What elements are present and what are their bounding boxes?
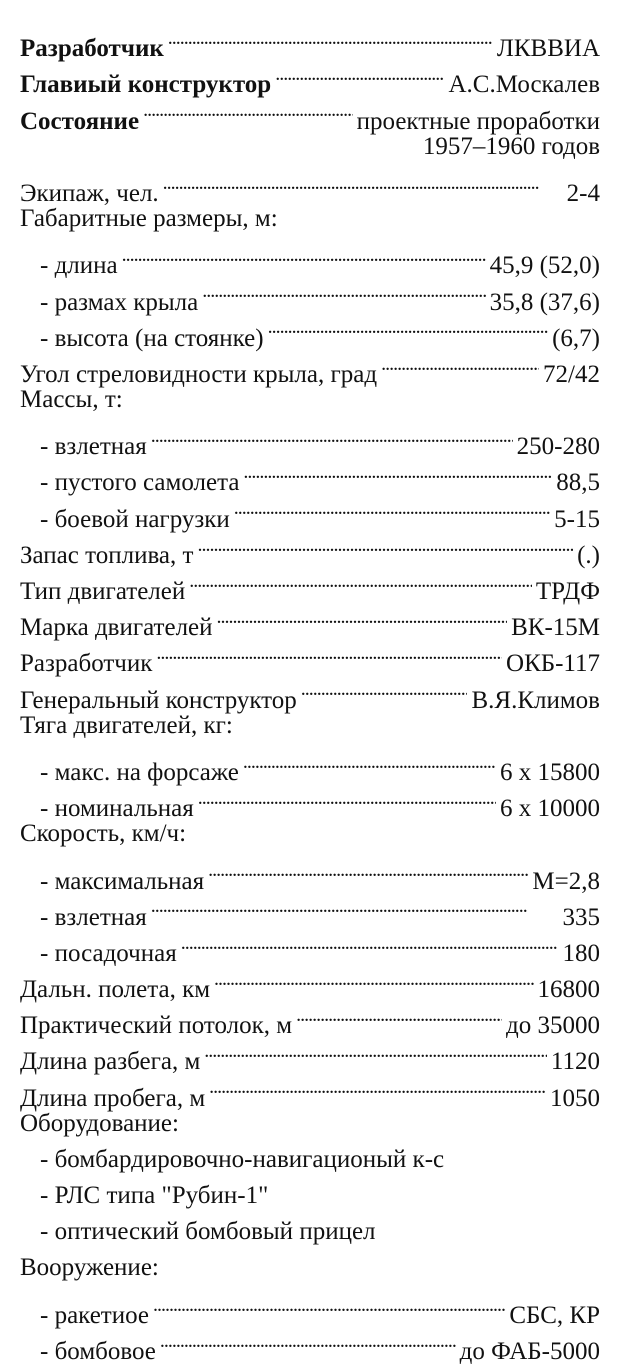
spec-value: 6 х 15800 <box>500 758 600 786</box>
dot-leader <box>296 997 502 1033</box>
spec-value: 5-15 <box>554 505 600 533</box>
spec-label: Разработчик <box>20 650 153 678</box>
spec-label: Запас топлива, т <box>20 541 194 569</box>
dot-leader <box>151 418 513 454</box>
spec-label: - максимальная <box>40 867 205 895</box>
spec-label: Практический потолок, м <box>20 1012 293 1040</box>
dot-leader <box>122 237 486 273</box>
spec-row <box>20 201 600 237</box>
dot-leader <box>160 1323 456 1359</box>
spec-row <box>20 744 600 786</box>
spec-label: Длина пробега, м <box>20 1084 206 1112</box>
spec-value: (6,7) <box>552 324 600 352</box>
spec-value: 180 <box>562 939 600 967</box>
spec-label: Состояние <box>20 107 140 135</box>
dot-leader <box>268 310 548 346</box>
spec-label: Габаритные размеры, м: <box>20 204 278 232</box>
dot-leader <box>275 56 444 92</box>
spec-label: Массы, т: <box>20 385 123 413</box>
spec-value: 45,9 (52,0) <box>489 252 600 280</box>
dot-leader <box>202 273 485 309</box>
spec-value: ТРДФ <box>535 578 600 605</box>
spec-value: СБС, КР <box>509 1301 600 1329</box>
spec-label: Длина разбега, м <box>20 1048 201 1076</box>
spec-value: 1120 <box>550 1048 600 1076</box>
spec-label: - бомбовое <box>40 1337 156 1365</box>
dot-leader <box>151 889 559 925</box>
dot-leader <box>217 599 508 635</box>
spec-label: Генеральный конструктор <box>20 686 297 714</box>
spec-value: 1957–1960 годов <box>422 132 600 160</box>
dot-leader <box>189 563 532 599</box>
spec-label: Тяга двигателей, кг: <box>20 711 233 739</box>
spec-value: 72/42 <box>543 360 600 388</box>
dot-leader <box>156 635 502 671</box>
spec-label: Главиый конструктор <box>20 71 272 99</box>
spec-label: - длина <box>40 252 118 280</box>
spec-label: - макс. на форсаже <box>40 758 239 786</box>
spec-value: ЛКВВИА <box>496 35 600 63</box>
dot-leader <box>181 925 559 961</box>
dot-leader <box>168 20 493 56</box>
spec-value: до 35000 <box>506 1012 600 1040</box>
dot-leader <box>214 961 533 997</box>
spec-value: 2-4 <box>566 179 600 207</box>
spec-value: А.С.Москалев <box>448 71 600 99</box>
spec-value: 335 <box>562 903 600 931</box>
spec-label: - боевой нагрузки <box>40 505 230 533</box>
spec-label: - номинальная <box>40 795 194 823</box>
dot-leader <box>301 671 468 707</box>
dot-leader <box>243 454 552 490</box>
dot-leader <box>153 1287 505 1323</box>
spec-value: ОКБ-117 <box>506 650 600 678</box>
spec-label: Оборудование: <box>20 1109 179 1137</box>
spec-value: (.) <box>577 541 600 569</box>
spec-label: - высота (на стоянке) <box>40 324 264 352</box>
spec-row <box>20 852 600 895</box>
spec-label: Разработчик <box>20 35 164 63</box>
dot-leader <box>198 780 496 816</box>
dot-leader <box>234 490 550 526</box>
dot-leader <box>243 744 496 780</box>
dot-leader <box>204 1033 547 1069</box>
spec-label: - посадочная <box>40 939 177 967</box>
spec-value: В.Я.Климов <box>471 686 600 714</box>
spec-label: Экипаж, чел. <box>20 179 159 207</box>
spec-label: Вооружение: <box>20 1254 159 1282</box>
spec-label: - взлетная <box>40 433 147 461</box>
spec-sheet <box>20 20 600 1365</box>
spec-value: 6 х 10000 <box>500 795 600 823</box>
spec-label: - пустого самолета <box>40 469 240 497</box>
dot-leader <box>143 92 353 128</box>
spec-row <box>20 1287 600 1329</box>
spec-row <box>20 1142 600 1178</box>
spec-label: - оптический бомбовый прицел <box>40 1218 376 1246</box>
spec-row <box>20 1106 600 1142</box>
spec-label: Угол стреловидности крыла, град <box>20 360 378 388</box>
dot-leader <box>163 165 563 201</box>
spec-value: М=2,8 <box>532 867 600 895</box>
spec-label: - взлетная <box>40 903 147 931</box>
spec-value: 250-280 <box>516 433 600 461</box>
spec-label: Тип двигателей <box>20 578 186 605</box>
dot-leader <box>381 346 539 382</box>
spec-value: до ФАБ-5000 <box>459 1337 600 1365</box>
spec-label: - РЛС типа "Рубин-1" <box>40 1182 269 1209</box>
dot-leader <box>197 527 573 563</box>
spec-label: - ракетиое <box>40 1301 149 1329</box>
dot-leader <box>208 852 528 888</box>
spec-label: Скорость, км/ч: <box>20 820 187 848</box>
spec-row <box>20 165 600 207</box>
spec-value: ВК-15М <box>511 614 600 642</box>
spec-label: Марка двигателей <box>20 614 213 642</box>
spec-value: 16800 <box>537 976 600 1004</box>
spec-row <box>20 418 600 461</box>
spec-label: Дальн. полета, км <box>20 976 211 1004</box>
spec-row <box>20 20 600 63</box>
spec-label: - размах крыла <box>40 288 199 316</box>
spec-row <box>20 1250 600 1286</box>
spec-row <box>20 1214 600 1250</box>
spec-value: проектные проработки <box>356 107 600 135</box>
spec-value: 88,5 <box>556 469 600 497</box>
spec-row <box>20 1178 600 1214</box>
spec-value: 1050 <box>550 1084 600 1112</box>
spec-label: - бомбардировочно-навигационый к-с <box>40 1145 445 1173</box>
dot-leader <box>209 1069 546 1105</box>
spec-value: 35,8 (37,6) <box>489 288 600 316</box>
spec-row <box>20 237 600 280</box>
